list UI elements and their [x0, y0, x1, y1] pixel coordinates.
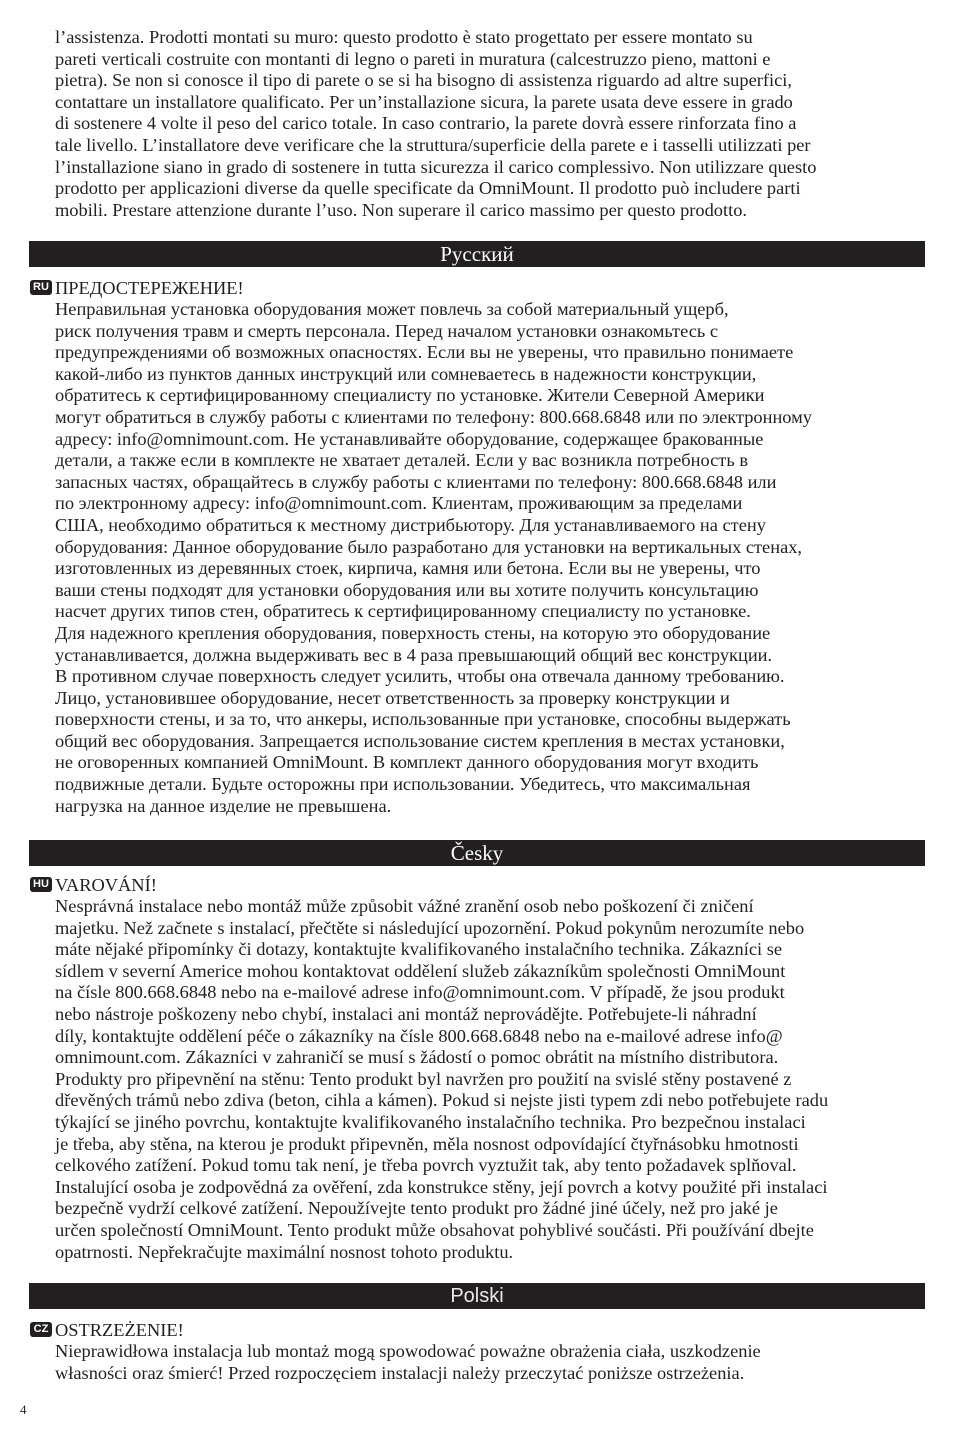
ru-language-badge-icon: RU — [30, 280, 52, 295]
polish-warning-label — [30, 1319, 184, 1341]
polish-body-text: Nieprawidłowa instalacja lub montaż mogą spowodować poważne obrażenia ciała, uszkodzenie własności oraz śmierć! Przed rozpoczęciem instalacji należy przeczytać poniższe ostrzeżenia. — [55, 1341, 761, 1383]
italian-body-text: l’assistenza. Prodotti montati su muro: questo prodotto è stato progettato per essere montato su pareti verticali costruite con montanti di legno o pareti in muratura (calcestruzzo pieno, mattoni e pietra). Se non si conosce il tipo di parete o se si ha bisogno di assistenza riguardo ad altre superfici, contattare un installatore qualificato. Per un’installazione sicura, la parete usata deve essere in grado di sostenere 4 volte il peso del carico totale. In caso contrario, la parete dovrà essere rinforzata fino a tale livello. L’installatore deve verificare che la struttura/superficie della parete e i tasselli utilizzati per l’installazione siano in grado di sostenere in tutta sicurezza il carico complessivo. Non utilizzare questo prodotto per applicazioni diverse da quelle specificate da OmniMount. Il prodotto può includere parti mobili. Prestare attenzione durante l’uso. Non superare il carico massimo per questo prodotto. — [55, 27, 817, 220]
russian-body-text: Неправильная установка оборудования может повлечь за собой материальный ущерб, риск получения травм и смерть персонала. Перед началом установки ознакомьтесь с предупреждениями об возможных опасностях. Если вы не уверены, что правильно понимаете какой-либо из пунктов данных инструкций или сомневаетесь в надежности конструкции, обратитесь к сертифицированному специалисту по установке. Жители Северной Америки могут обратиться в службу работы с клиентами по телефону: 800.668.6848 или по электронному адресу: info@omnimount.com. Не устанавливайте оборудование, содержащее бракованные детали, а также если в комплекте не хватает деталей. Если у вас возникла потребность в запасных частях, обращайтесь в службу работы с клиентами по телефону: 800.668.6848 или по электронному адресу: info@omnimount.com. Клиентам, проживающим за пределами США, необходимо обратиться к местному дистрибьютору. Для устанавливаемого на стену оборудования: Данное оборудование было разработано для установки на вертикальных стенах, изготовленных из деревянных стоек, кирпича, камня или бетона. Если вы не уверены, что ваши стены подходят для установки оборудования или вы хотите получить консультацию насчет других типов стен, обратитесь к сертифицированному специалисту по установке. Для надежного крепления оборудования, поверхность стены, на которую это оборудование устанавливается, должна выдерживать вес в 4 раза превышающий общий вес конструкции. В противном случае поверхность следует усилить, чтобы она отвечала данному требованию. Лицо, установившее оборудование, несет ответственность за проверку конструкции и поверхности стены, и за то, что анкеры, использованные при установке, способны выдержать общий вес оборудования. Запрещается использование систем крепления в местах установки, не оговоренных компанией OmniMount. В комплект данного оборудования могут входить подвижные детали. Будьте осторожны при использовании. Убедитесь, что максимальная нагрузка на данное изделие не превышена. — [55, 299, 812, 816]
czech-body-text: Nesprávná instalace nebo montáž může způsobit vážné zranění osob nebo poškození či zničení majetku. Než začnete s instalací, přečtěte si následující upozornění. Pokud pokynům nerozumíte nebo máte nějaké připomínky či dotazy, kontaktujte kvalifikovaného instalačního technika. Zákazníci se sídlem v severní Americe mohou kontaktovat oddělení služeb zákazníkům společnosti OmniMount na čísle 800.668.6848 nebo na e-mailové adrese info@omnimount.com. V případě, že jsou produkt nebo nástroje poškozeny nebo chybí, instalaci ani montáž neprovádějte. Potřebujete-li náhradní díly, kontaktujte oddělení péče o zákazníky na čísle 800.668.6848 nebo na e-mailové adrese info@ omnimount.com. Zákazníci v zahraničí se musí s žádostí o pomoc obrátit na místního distributora. Produkty pro připevnění na stěnu: Tento produkt byl navržen pro použití na svislé stěny postavené z dřevěných trámů nebo zdiva (beton, cihla a kámen). Pokud si nejste jisti typem zdi nebo potřebujete radu týkající se jiného povrchu, kontaktujte kvalifikovaného instalačního technika. Pro bezpečnou instalaci je třeba, aby stěna, na kterou je produkt připevněn, měla nosnost odpovídající čtyřnásobku hmotnosti celkového zatížení. Pokud tomu tak není, je třeba povrch vyztužit tak, aby tento požadavek splňoval. Instalující osoba je zodpovědná za ověření, zda konstrukce stěny, její povrch a kotvy použité při instalaci bezpečně vydrží celkové zatížení. Nepoužívejte tento produkt pro žádné jiné účely, než pro jaké je určen společností OmniMount. Tento produkt může obsahovat pohyblivé součásti. Při používání dbejte opatrnosti. Nepřekračujte maximální nosnost tohoto produktu. — [55, 896, 829, 1262]
polish-section-heading: Polski — [29, 1283, 925, 1309]
polish-warning-title: OSTRZEŻENIE! — [55, 1320, 184, 1340]
russian-warning-label — [30, 277, 244, 299]
russian-warning-title: ПРЕДОСТЕРЕЖЕНИЕ! — [55, 278, 244, 298]
hu-language-badge-icon: HU — [30, 877, 52, 892]
cz-language-badge-icon: CZ — [30, 1322, 52, 1337]
czech-warning-label — [30, 874, 157, 896]
page-number: 4 — [20, 1402, 27, 1417]
russian-section-heading: Русский — [29, 241, 925, 267]
czech-section-heading: Česky — [29, 840, 925, 866]
czech-warning-title: VAROVÁNÍ! — [55, 875, 157, 895]
